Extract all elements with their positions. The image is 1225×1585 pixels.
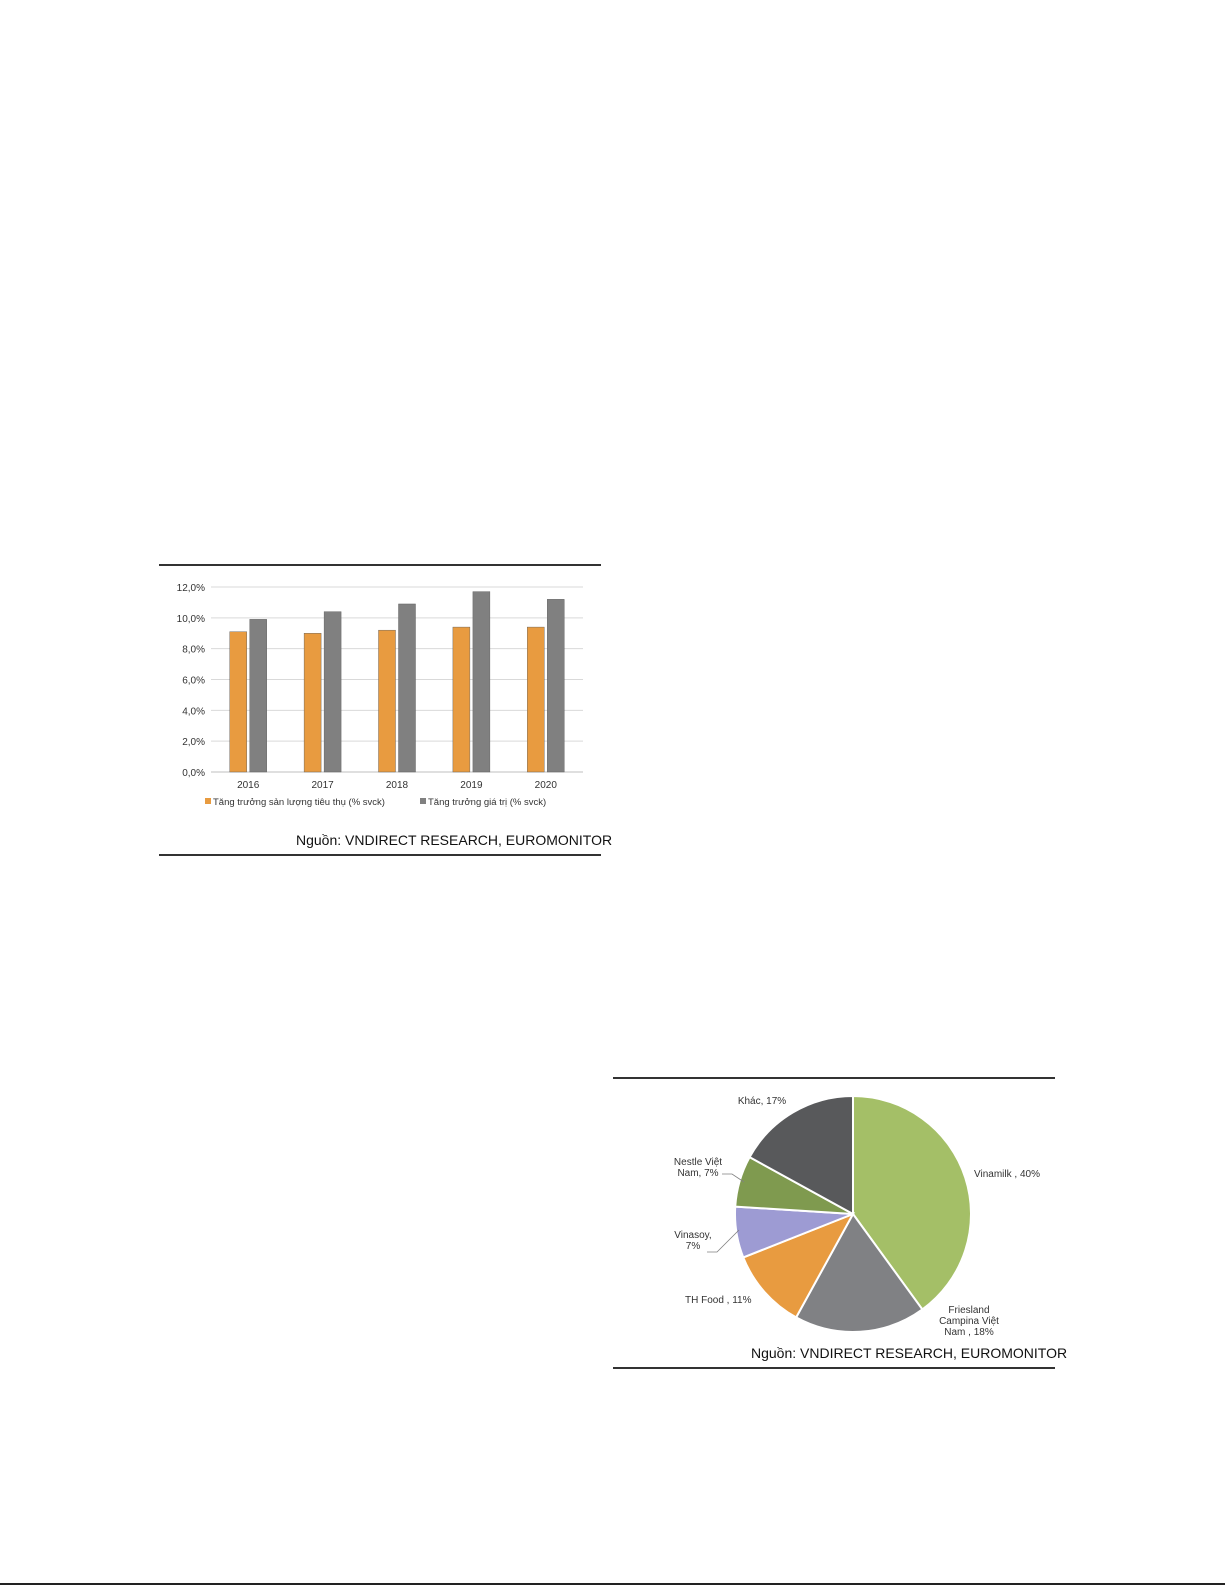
bar-chart-source: Nguồn: VNDIRECT RESEARCH, EUROMONITOR: [296, 832, 613, 848]
bar-volume-2020: [527, 627, 544, 772]
bar-volume-2016: [230, 632, 247, 772]
legend-label: Tăng trưởng sản lượng tiêu thụ (% svck): [213, 797, 385, 808]
y-tick-label: 6,0%: [182, 675, 205, 687]
bar-figure-top-rule: [159, 564, 601, 566]
bar-volume-2018: [379, 630, 396, 772]
pie-label-friesland: Friesland: [948, 1305, 990, 1316]
y-tick-label: 8,0%: [182, 644, 205, 656]
legend-swatch: [420, 798, 426, 804]
bar-figure-bottom-rule: [159, 854, 601, 856]
pie-chart: [613, 1083, 1055, 1345]
y-tick-label: 4,0%: [182, 706, 205, 718]
pie-label-friesland: Nam , 18%: [944, 1327, 994, 1338]
pie-label-vinasoy: 7%: [685, 1241, 701, 1252]
y-tick-label: 10,0%: [176, 613, 205, 625]
bar-volume-2019: [453, 627, 470, 772]
x-tick-label: 2018: [385, 780, 409, 791]
bar-value-2020: [547, 599, 564, 772]
x-tick-label: 2017: [311, 780, 334, 791]
bar-chart: [159, 572, 601, 822]
bar-value-2018: [399, 604, 416, 772]
bar-value-2017: [324, 612, 341, 772]
pie-label-khac: Khác, 17%: [737, 1096, 787, 1107]
leader-line-vinasoy: [707, 1230, 739, 1252]
bar-value-2019: [473, 592, 490, 772]
pie-label-nestle: Nestle Việt: [673, 1157, 723, 1168]
pie-label-th-food: TH Food , 11%: [685, 1295, 752, 1306]
y-tick-label: 2,0%: [182, 737, 205, 749]
legend-swatch: [205, 798, 211, 804]
pie-figure-bottom-rule: [613, 1367, 1055, 1369]
x-tick-label: 2020: [534, 780, 557, 791]
bar-value-2016: [250, 619, 267, 772]
y-tick-label: 0,0%: [182, 768, 205, 779]
pie-label-vinasoy: Vinasoy,: [674, 1230, 712, 1241]
legend-label: Tăng trưởng giá trị (% svck): [428, 797, 547, 808]
pie-label-nestle: Nam, 7%: [677, 1168, 719, 1179]
pie-figure-top-rule: [613, 1077, 1055, 1079]
y-tick-label: 12,0%: [176, 583, 205, 594]
pie-chart-source: Nguồn: VNDIRECT RESEARCH, EUROMONITOR: [751, 1345, 1068, 1361]
pie-label-vinamilk: Vinamilk , 40%: [974, 1169, 1040, 1180]
pie-label-friesland: Campina Việt: [939, 1316, 999, 1327]
bar-volume-2017: [304, 633, 321, 772]
x-tick-label: 2016: [237, 780, 260, 791]
x-tick-label: 2019: [460, 780, 483, 791]
